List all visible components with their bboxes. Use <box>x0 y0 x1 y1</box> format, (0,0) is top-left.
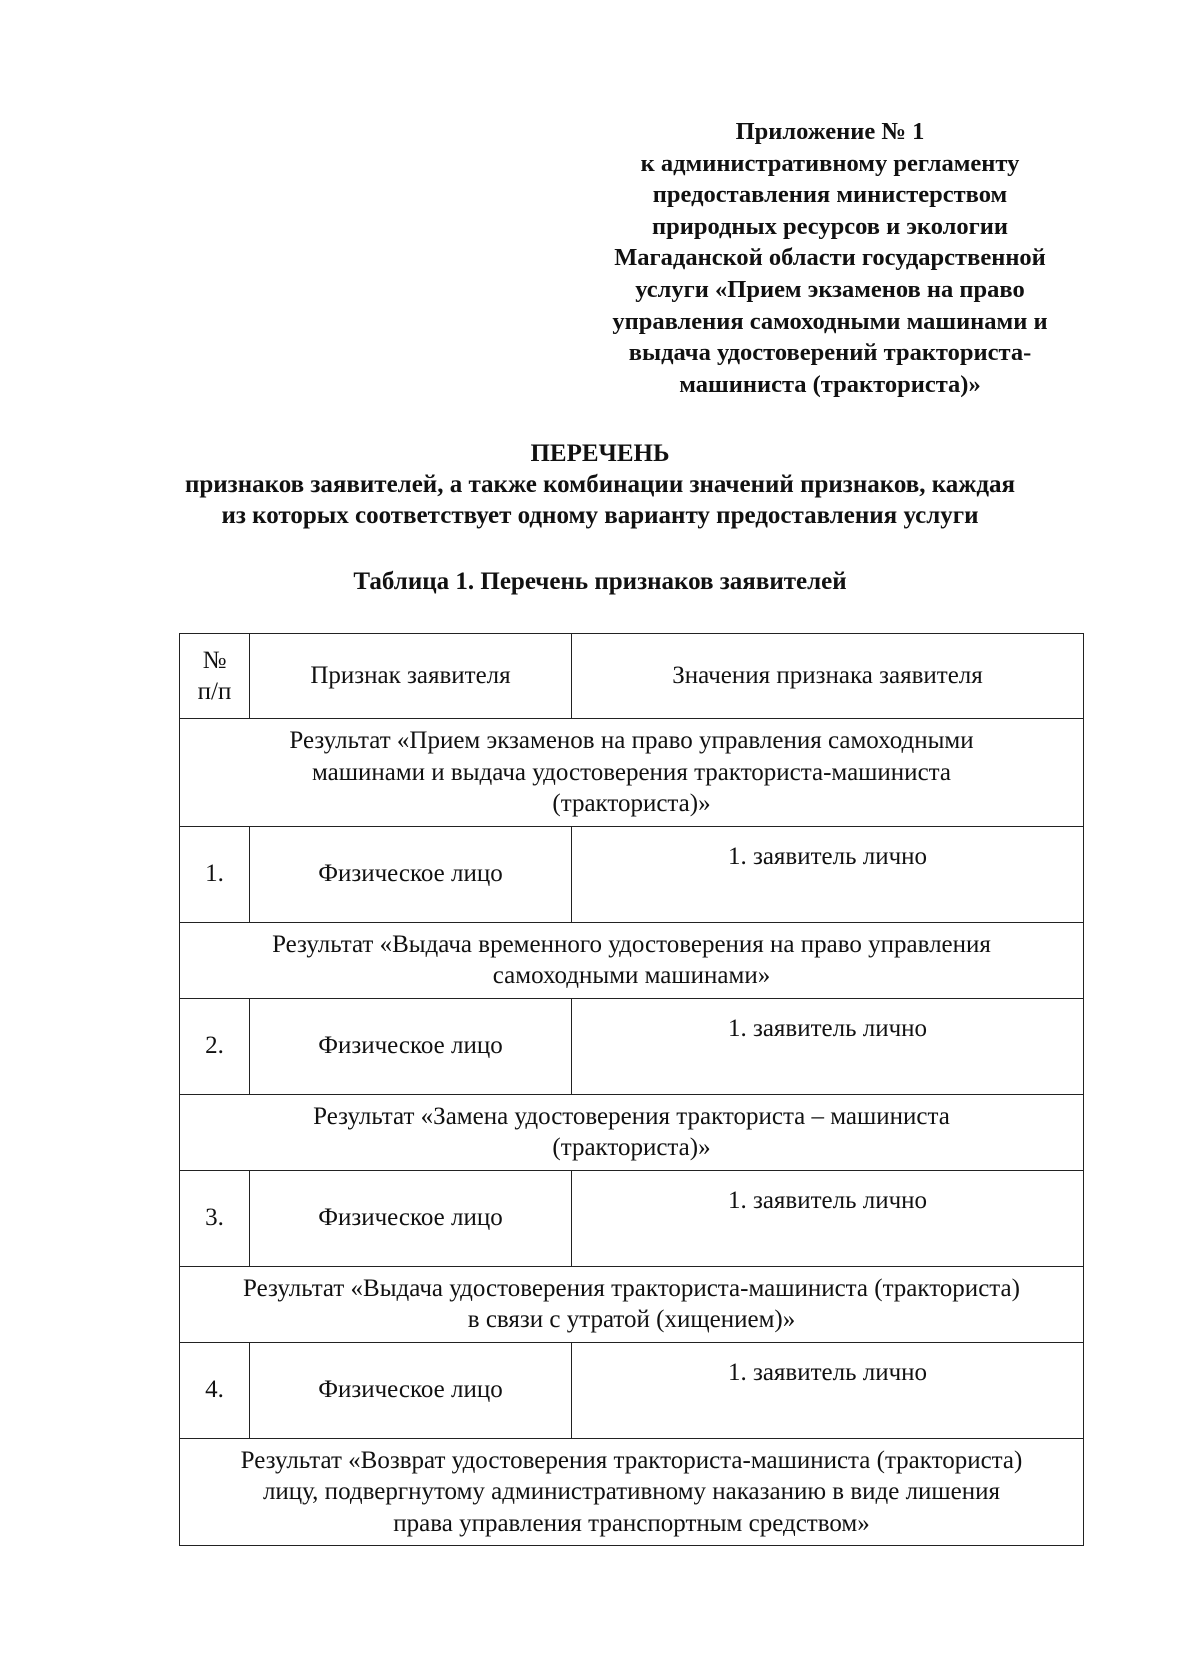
result-line: самоходными машинами» <box>492 962 771 989</box>
result-row <box>180 1266 1084 1342</box>
result-line: (тракториста)» <box>552 790 711 817</box>
result-row <box>180 1438 1084 1546</box>
result-line: Результат «Замена удостоверения тракториста – машиниста <box>313 1102 950 1130</box>
result-cell <box>180 1266 1084 1342</box>
table-row <box>180 998 1084 1094</box>
row-number: 4. <box>180 1342 250 1438</box>
table-row <box>180 826 1084 922</box>
result-line: Результат «Выдача временного удостоверения на право управления <box>272 930 991 958</box>
result-cell <box>180 1094 1084 1170</box>
header-number-line: № <box>202 647 227 674</box>
document-subtitle-line: признаков заявителей, а также комбинации значений признаков, каждая <box>184 471 1016 498</box>
table-header-row <box>180 634 1084 719</box>
row-attribute: Физическое лицо <box>250 826 572 922</box>
appendix-line: услуги «Прием экзаменов на право <box>635 275 1025 303</box>
result-line: Результат «Возврат удостоверения тракториста-машиниста (тракториста) <box>240 1446 1023 1474</box>
table-row <box>180 1170 1084 1266</box>
result-cell <box>180 719 1084 827</box>
row-attribute: Физическое лицо <box>250 998 572 1094</box>
result-line: (тракториста)» <box>552 1134 711 1161</box>
row-attribute: Физическое лицо <box>250 1342 572 1438</box>
document-heading <box>100 438 1100 531</box>
table-title: Таблица 1. Перечень признаков заявителей <box>353 568 847 595</box>
row-value: 1. заявитель лично <box>572 1342 1084 1438</box>
result-line: машинами и выдача удостоверения тракториста-машиниста <box>311 758 951 786</box>
row-attribute: Физическое лицо <box>250 1170 572 1266</box>
appendix-line: к административному регламенту <box>640 149 1020 177</box>
appendix-line: выдача удостоверений тракториста- <box>628 339 1032 367</box>
result-line: лицу, подвергнутому административному наказанию в виде лишения <box>262 1478 1001 1505</box>
appendix-line: предоставления министерством <box>652 181 1008 209</box>
row-number: 3. <box>180 1170 250 1266</box>
result-line: Результат «Выдача удостоверения тракториста-машиниста (тракториста) <box>243 1274 1020 1302</box>
result-line: в связи с утратой (хищением)» <box>467 1306 796 1333</box>
row-number: 2. <box>180 998 250 1094</box>
appendix-line: Приложение № 1 <box>735 118 925 145</box>
header-number-line: п/п <box>197 678 232 705</box>
table-row <box>180 1342 1084 1438</box>
result-row <box>180 719 1084 827</box>
appendix-line: машиниста (тракториста)» <box>679 370 981 398</box>
header-number <box>180 634 250 719</box>
result-line: права управления транспортным средством» <box>393 1509 870 1537</box>
appendix-line: природных ресурсов и экологии <box>651 212 1009 240</box>
row-value: 1. заявитель лично <box>572 1170 1084 1266</box>
result-line: Результат «Прием экзаменов на право управления самоходными <box>289 727 974 754</box>
row-value: 1. заявитель лично <box>572 826 1084 922</box>
appendix-line: управления самоходными машинами и <box>612 307 1048 335</box>
applicant-attributes-table <box>179 633 1084 1546</box>
appendix-caption <box>570 116 1090 400</box>
header-attribute: Признак заявителя <box>250 634 572 719</box>
appendix-line: Магаданской области государственной <box>614 244 1046 272</box>
result-row <box>180 922 1084 998</box>
document-subtitle-line: из которых соответствует одному варианту предоставления услуги <box>221 502 979 529</box>
result-cell <box>180 922 1084 998</box>
document-title: ПЕРЕЧЕНЬ <box>530 440 670 467</box>
result-row <box>180 1094 1084 1170</box>
row-number: 1. <box>180 826 250 922</box>
header-values: Значения признака заявителя <box>572 634 1084 719</box>
result-cell <box>180 1438 1084 1546</box>
row-value: 1. заявитель лично <box>572 998 1084 1094</box>
